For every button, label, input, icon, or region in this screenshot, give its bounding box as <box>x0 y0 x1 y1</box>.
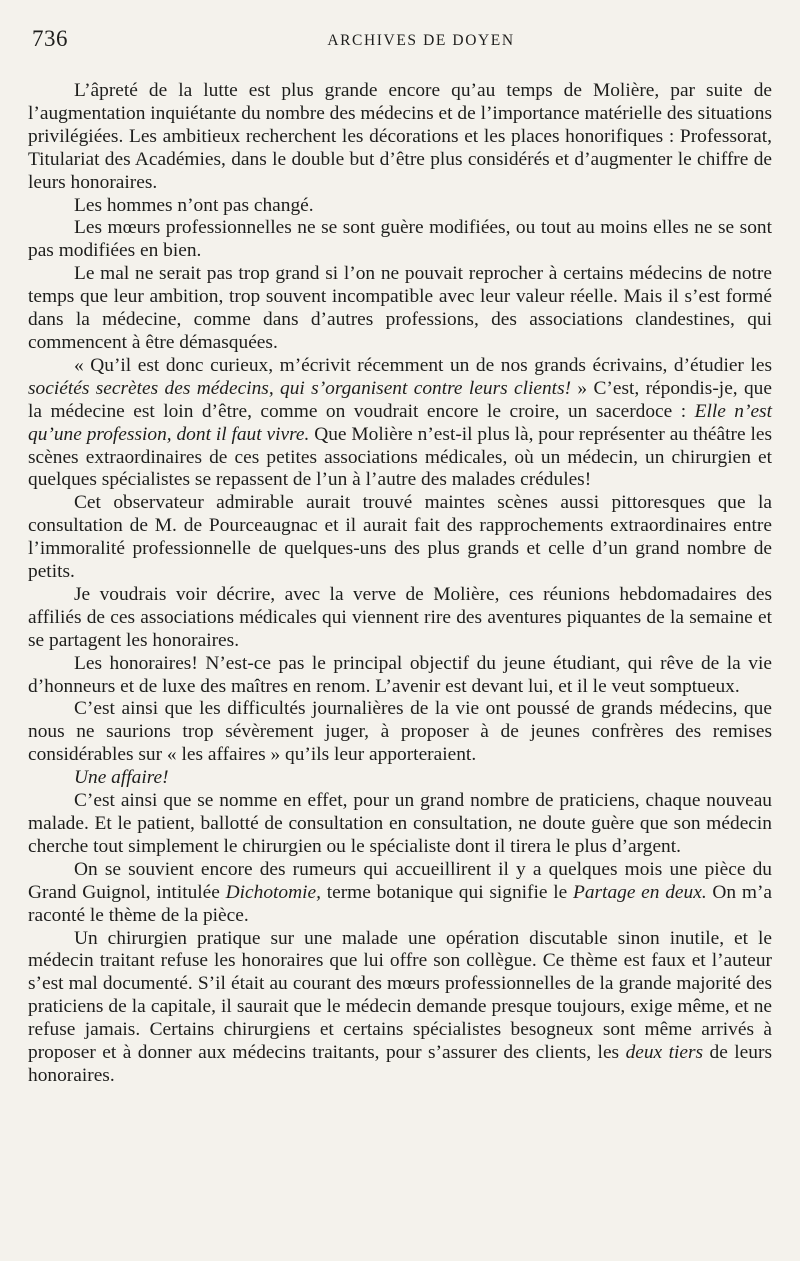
paragraph-text: Un chirurgien pratique sur une malade une opération discutable sinon inutile, et le médecin traitant refuse les honoraires que lui offre son collègue. Ce thème est faux et l’auteur s’est mal documenté. S’il était au courant des mœurs professionnelles de la grande majorité des praticiens de la capitale, il saurait que le médecin demande presque toujours, exige même, et ne refuse jamais. Certains chirurgiens et certains spécialistes besogneux sont même arrivés à proposer et à donner aux médecins traitants, pour s’assurer des clients, les <box>28 927 772 1064</box>
italic-phrase: Une affaire! <box>74 767 169 789</box>
paragraph <box>28 928 772 1088</box>
italic-phrase: Dichotomie, <box>225 881 321 903</box>
paragraph: Le mal ne serait pas trop grand si l’on ne pouvait reprocher à certains médecins de notre temps que leur ambition, trop souvent incompatible avec leur valeur réelle. Mais il s’est formé dans la médecine, comme dans d’autres professions, des associations clandestines, qui commencent à être démasquées. <box>28 263 772 353</box>
paragraph: Les honoraires! N’est-ce pas le principal objectif du jeune étudiant, qui rêve de la vie d’honneurs et de luxe des maîtres en renom. L’avenir est devant lui, et il le veut somptueux. <box>28 652 772 697</box>
paragraph-text: » C’est, répondis-je, que la médecine est loin d’être, comme on voudrait encore le croire, un sacerdoce : <box>28 377 772 422</box>
paragraph-text: de leurs honoraires. <box>28 1042 772 1086</box>
paragraph: Les hommes n’ont pas changé. <box>74 194 314 216</box>
running-title: ARCHIVES DE DOYEN <box>327 32 515 49</box>
paragraph: Cet observateur admirable aurait trouvé maintes scènes aussi pittoresques que la consultation de M. de Pourceaugnac et il aurait fait des rapprochements extraordinaires entre l’immoralité professionnelle de quelques-uns des plus grands et celle d’un grand nombre de petits. <box>28 492 772 583</box>
paragraph: C’est ainsi que les difficultés journalières de la vie ont poussé de grands médecins, que nous ne saurions trop sévèrement juger, à proposer à de jeunes confrères des remises considérables sur « les affaires » qu’ils leur apporteraient. <box>28 698 772 766</box>
paragraph-text: Que Molière n’est-il plus là, pour représenter au théâtre les scènes extraordinaires de ces petites associations médicales, où un médecin, un chirurgien et quelques spécialistes se repassent de l’un à l’autre des malades crédules! <box>28 423 772 491</box>
paragraph-text: terme botanique qui signifie le <box>320 881 573 903</box>
paragraph: Je voudrais voir décrire, avec la verve de Molière, ces réunions hebdomadaires des affiliés de ces associations médicales qui viennent rire des aventures piquantes de la semaine et se partagent les honoraires. <box>28 583 772 651</box>
paragraph: C’est ainsi que se nomme en effet, pour un grand nombre de praticiens, chaque nouveau malade. Et le patient, ballotté de consultation en consultation, ne doute guère que son médecin cherche tout simplement le chirurgien ou le spécialiste dont il tirera le plus d’argent. <box>28 790 772 857</box>
italic-phrase: Partage en deux. <box>572 881 707 903</box>
running-head <box>28 22 774 58</box>
paragraph <box>28 859 772 928</box>
body-text <box>28 80 772 1088</box>
paragraph <box>28 355 772 492</box>
italic-phrase: Elle n’est qu’une profession, dont il faut vivre. <box>28 400 772 445</box>
paragraph-text: « Qu’il est donc curieux, m’écrivit récemment un de nos grands écrivains, d’étudier les <box>74 354 772 376</box>
paragraph-text: On m’a raconté le thème de la pièce. <box>28 881 773 926</box>
italic-phrase: deux tiers <box>625 1042 704 1064</box>
italic-phrase: sociétés secrètes des médecins, qui s’organisent contre leurs clients! <box>28 377 572 399</box>
paragraph-text: On se souvient encore des rumeurs qui accueillirent il y a quelques mois une pièce du Grand Guignol, intitulée <box>28 858 772 903</box>
paragraph: Les mœurs professionnelles ne se sont guère modifiées, ou tout au moins elles ne se sont pas modifiées en bien. <box>28 217 772 262</box>
paragraph <box>28 767 772 790</box>
paragraph: L’âpreté de la lutte est plus grande encore qu’au temps de Molière, par suite de l’augmentation inquiétante du nombre des médecins et de l’importance matérielle des situations privilégiées. Les ambitieux recherchent les décorations et les places honorifiques : Professorat, Titulariat des Académies, dans le double but d’être plus considérés et d’augmenter le chiffre de leurs honoraires. <box>28 80 772 193</box>
page-number: 736 <box>32 26 68 51</box>
